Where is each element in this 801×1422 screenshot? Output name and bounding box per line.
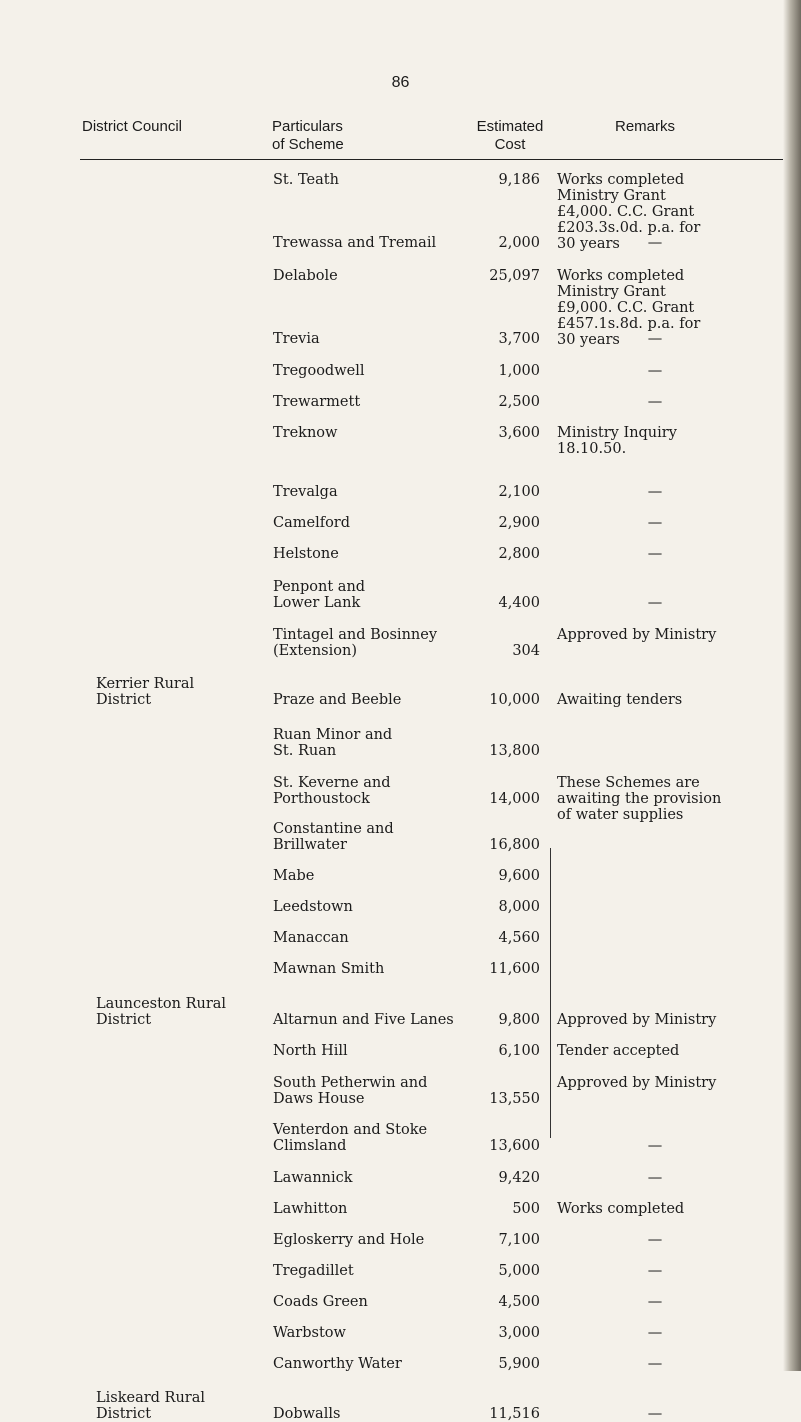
scheme-cell: Praze and Beeble [273,692,402,708]
cost-cell: 13,800 [489,743,540,759]
cost-cell: 9,420 [498,1170,540,1186]
remarks-cell: — [647,394,663,410]
remarks-bracket [540,848,551,1138]
header-remarks: Remarks [614,118,675,135]
scheme-cell: Camelford [273,515,351,531]
remarks-cell: — [647,1263,663,1279]
remarks-cell: Works completed [557,1201,685,1217]
scheme-cell: Delabole [273,268,338,284]
cost-cell: 9,186 [498,172,540,188]
cost-cell: 14,000 [489,791,540,807]
cost-cell: 4,560 [498,930,540,946]
remarks-cell: — [647,1170,663,1186]
cost-cell: 25,097 [489,268,540,284]
remarks-cell: These Schemes are awaiting the provision of water supplies [557,775,722,823]
scheme-cell: Dobwalls [273,1406,341,1422]
header-rule [80,159,786,160]
district-cell: Launceston Rural District [96,996,227,1028]
scheme-cell: Canworthy Water [273,1356,402,1372]
scheme-cell: Trevalga [273,484,338,500]
header-particulars: Particulars of Scheme [272,118,344,153]
cost-cell: 500 [512,1201,540,1217]
cost-cell: 3,000 [498,1325,540,1341]
cost-cell: 3,700 [498,331,540,347]
scheme-cell: Lawannick [273,1170,353,1186]
cost-cell: 16,800 [489,837,540,853]
cost-cell: 13,600 [489,1138,540,1154]
scheme-cell: Coads Green [273,1294,368,1310]
cost-cell: 9,800 [498,1012,540,1028]
scheme-cell: Venterdon and Stoke Climsland [273,1122,428,1154]
cost-cell: 5,900 [498,1356,540,1372]
remarks-cell: — [647,595,663,611]
scheme-cell: Trevia [273,331,320,347]
cost-cell: 2,800 [498,546,540,562]
cost-cell: 13,550 [489,1091,540,1107]
scheme-cell: Constantine and Brillwater [273,821,394,853]
header-district-council: District Council [82,118,183,135]
cost-cell: 2,000 [498,235,540,251]
cost-cell: 5,000 [498,1263,540,1279]
cost-cell: 2,100 [498,484,540,500]
remarks-cell: Ministry Inquiry 18.10.50. [557,425,677,457]
scheme-cell: Mawnan Smith [273,961,385,977]
remarks-cell: Approved by Ministry [557,627,717,643]
cost-cell: 4,500 [498,1294,540,1310]
scheme-cell: Tregadillet [273,1263,354,1279]
scheme-cell: South Petherwin and Daws House [273,1075,428,1107]
page-edge-shadow [783,0,801,1371]
remarks-cell: Approved by Ministry [557,1012,717,1028]
scheme-cell: St. Keverne and Porthoustock [273,775,391,807]
remarks-cell: — [647,515,663,531]
remarks-cell: — [647,1356,663,1372]
scheme-cell: Trewarmett [273,394,361,410]
scheme-cell: Altarnun and Five Lanes [273,1012,454,1028]
cost-cell: 9,600 [498,868,540,884]
district-cell: Kerrier Rural District [96,676,195,708]
remarks-cell: — [647,235,663,251]
cost-cell: 304 [512,643,540,659]
remarks-cell: Works completed Ministry Grant £9,000. C.C. Grant £457.1s.8d. p.a. for 30 years [557,268,701,348]
remarks-cell: — [647,1232,663,1248]
cost-cell: 11,600 [489,961,540,977]
scheme-cell: Penpont and Lower Lank [273,579,366,611]
scheme-cell: Treknow [273,425,338,441]
scheme-cell: Mabe [273,868,315,884]
scheme-cell: Tintagel and Bosinney (Extension) [273,627,438,659]
remarks-cell: Tender accepted [557,1043,680,1059]
scheme-cell: Manaccan [273,930,349,946]
scheme-cell: Egloskerry and Hole [273,1232,425,1248]
remarks-cell: — [647,546,663,562]
cost-cell: 10,000 [489,692,540,708]
remarks-cell: Works completed Ministry Grant £4,000. C.C. Grant £203.3s.0d. p.a. for 30 years [557,172,701,252]
cost-cell: 3,600 [498,425,540,441]
remarks-cell: — [647,1406,663,1422]
district-cell: Liskeard Rural District [96,1390,206,1422]
cost-cell: 6,100 [498,1043,540,1059]
cost-cell: 2,500 [498,394,540,410]
scheme-cell: Leedstown [273,899,353,915]
remarks-cell: — [647,331,663,347]
cost-cell: 8,000 [498,899,540,915]
remarks-cell: Approved by Ministry [557,1075,717,1091]
page-number: 86 [391,74,410,91]
remarks-cell: — [647,484,663,500]
header-estimated-cost: Estimated Cost [476,118,544,153]
scheme-cell: North Hill [273,1043,348,1059]
scheme-cell: Helstone [273,546,339,562]
remarks-cell: — [647,1294,663,1310]
cost-cell: 4,400 [498,595,540,611]
scheme-cell: Lawhitton [273,1201,348,1217]
cost-cell: 7,100 [498,1232,540,1248]
scheme-cell: Ruan Minor and St. Ruan [273,727,393,759]
remarks-cell: — [647,1138,663,1154]
scheme-cell: Warbstow [273,1325,346,1341]
scheme-cell: Trewassa and Tremail [273,235,437,251]
scheme-cell: Tregoodwell [273,363,365,379]
cost-cell: 1,000 [498,363,540,379]
cost-cell: 11,516 [489,1406,540,1422]
remarks-cell: — [647,1325,663,1341]
remarks-cell: — [647,363,663,379]
scheme-cell: St. Teath [273,172,339,188]
cost-cell: 2,900 [498,515,540,531]
remarks-cell: Awaiting tenders [557,692,683,708]
